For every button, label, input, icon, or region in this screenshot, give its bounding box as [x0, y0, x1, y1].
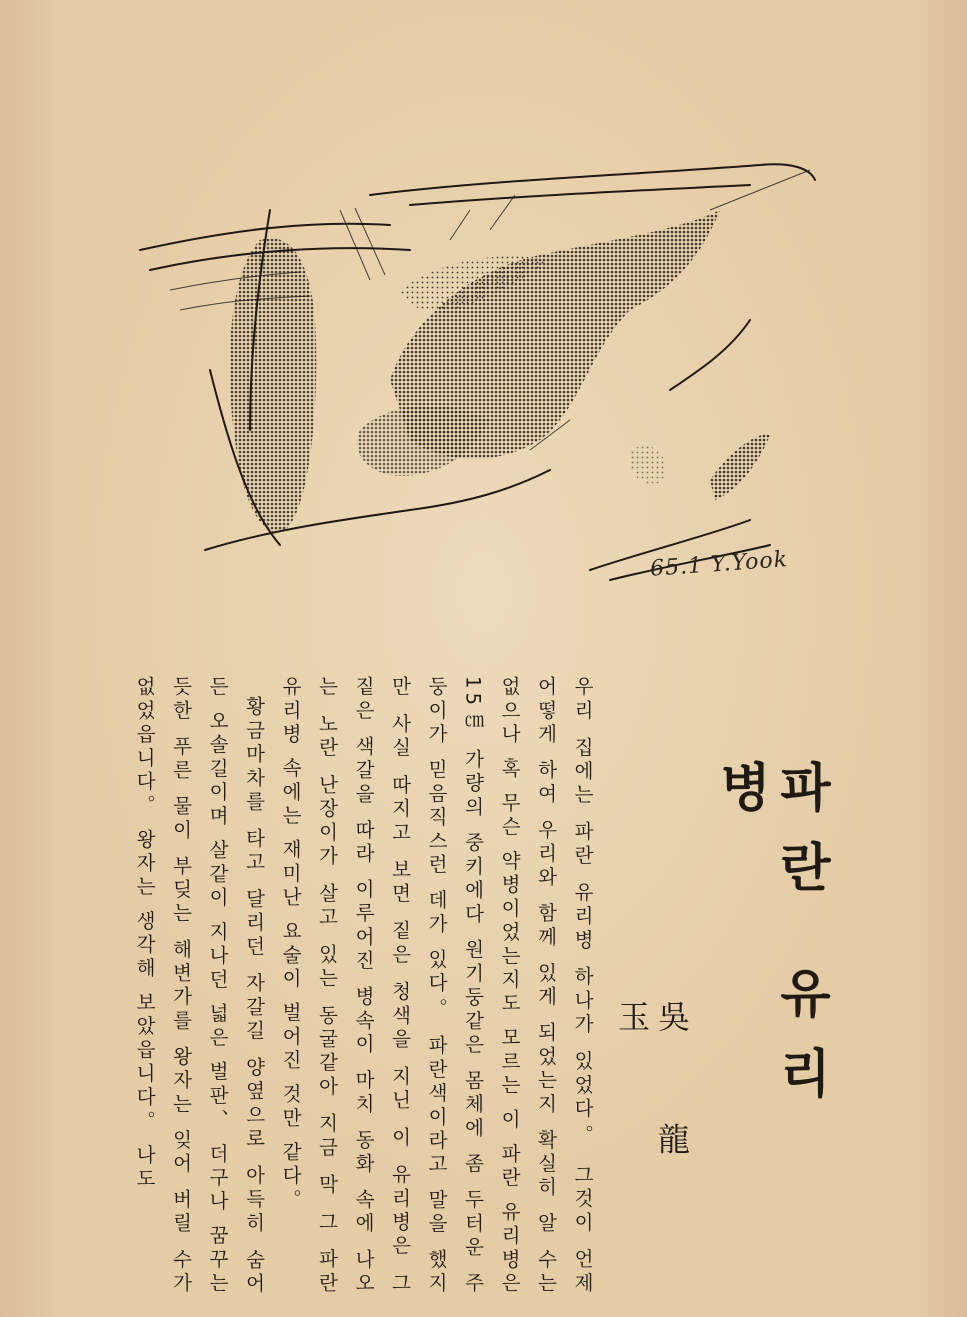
- paragraph-1: 우리 집에는 파란 유리병 하나가 있었다。 그것이 언제 어떻게 하여 우리와 함께 있게 되었는지 확실히 알 수는 없으나 혹 무슨 약병이었는지도 모르는 이 파란 유리병은 15㎝ 가량의 중키에다 원기둥같은 몸체에 좀 두터운 주둥이가 믿음직스런 데가 있다。 파란색이라고 말을 했지만 사실 따지고 보면 짙은 청색을 지닌 이 유리병은 그 짙은 색갈을 따라 이루어진 병속이 마치 동화 속에 나오는 노란 난장이가 살고 있는 동굴같아 지금 막 그 파란 유리병 속에는 재미난 요술이 벌어진 것만 같다。: [279, 676, 594, 1296]
- ink-illustration: [110, 150, 830, 600]
- author-name: 吳 龍 玉: [613, 1000, 691, 1195]
- article-body: [55, 676, 600, 1296]
- illustration-signature: 65.1 Y.Yook: [649, 547, 789, 582]
- paragraph-2: 황금마차를 타고 달리던 자갈길 양옆으로 아득히 숨어든 오솔길이며 살같이 지나던 넓은 벌판、 더구나 꿈꾸는 듯한 푸른 물이 부딪는 해변가를 왕자는 잊어 버릴 수가 없었읍니다。 왕자는 생각해 보았읍니다。 나도: [133, 676, 266, 1296]
- article-title: 파란 유리병: [710, 760, 831, 1127]
